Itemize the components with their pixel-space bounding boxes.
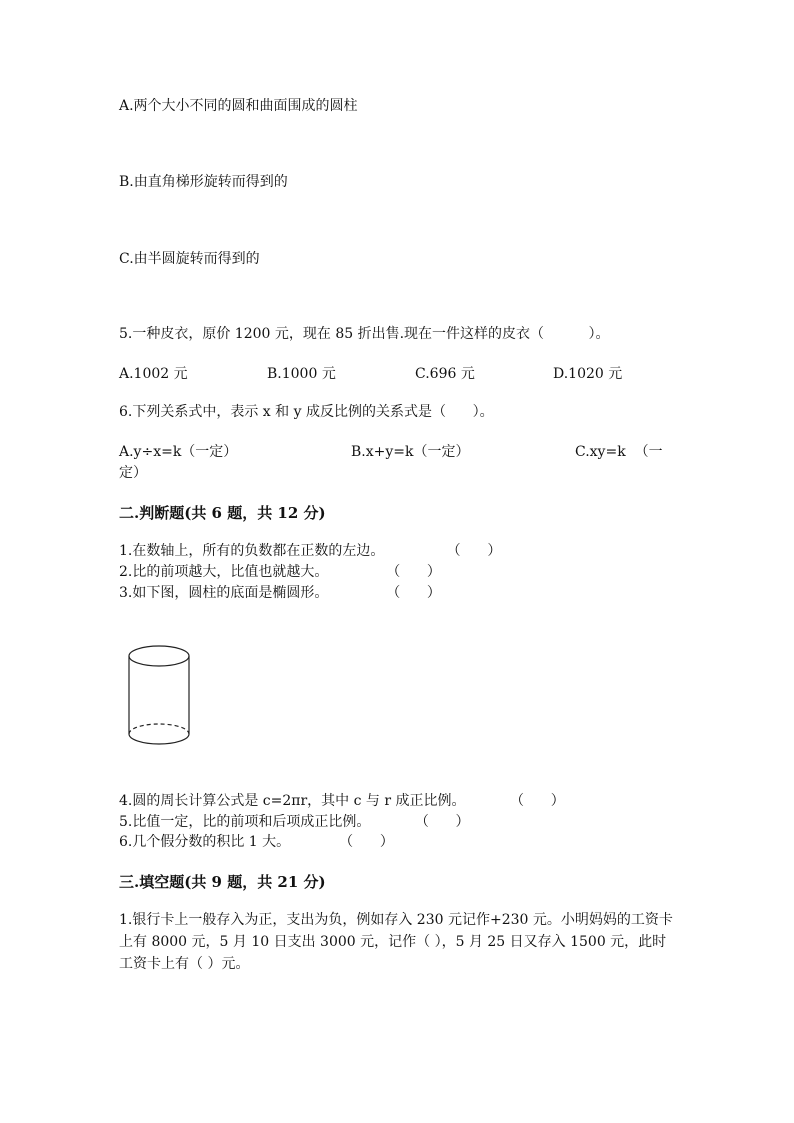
option-c: C.由半圆旋转而得到的 [119,251,260,267]
question-6-option-c-continued: 定） [119,465,147,481]
option-a: A.两个大小不同的圆和曲面围成的圆柱 [119,98,358,114]
section-2-title: 二.判断题(共 6 题，共 12 分) [119,504,326,522]
judgment-item-5: 5.比值一定，比的前项和后项成正比例。 （ ） [119,814,470,830]
option-b: B.由直角梯形旋转而得到的 [119,174,288,190]
question-6-option-c: C.xy=k （一 [575,444,663,460]
judgment-item-4: 4.圆的周长计算公式是 c=2πr，其中 c 与 r 成正比例。 （ ） [119,793,565,809]
question-5-option-b: B.1000 元 [267,366,336,382]
judgment-item-2: 2.比的前项越大，比值也就越大。 （ ） [119,564,441,580]
question-6-option-a: A.y÷x=k（一定） [119,444,238,460]
question-5-option-c: C.696 元 [415,366,475,382]
cylinder-figure [124,640,194,752]
judgment-item-3: 3.如下图，圆柱的底面是椭圆形。 （ ） [119,585,441,601]
section-3-title: 三.填空题(共 9 题，共 21 分) [119,873,326,891]
question-6-option-b: B.x+y=k（一定） [351,444,470,460]
judgment-item-6: 6.几个假分数的积比 1 大。 （ ） [119,834,394,850]
question-5-option-a: A.1002 元 [119,366,188,382]
question-5-option-d: D.1020 元 [553,366,623,382]
judgment-item-1: 1.在数轴上，所有的负数都在正数的左边。 （ ） [119,543,502,559]
question-6-stem: 6.下列关系式中，表示 x 和 y 成反比例的关系式是（ ）。 [119,404,494,420]
question-5-stem: 5.一种皮衣，原价 1200 元，现在 85 折出售.现在一件这样的皮衣（ ）。 [119,326,610,342]
fill-question-1: 1.银行卡上一般存入为正，支出为负，例如存入 230 元记作+230 元。小明妈妈的工资卡上有 8000 元，5 月 10 日支出 3000 元，记作（ ），5 月 25 日又存入 1500 元，此时工资卡上有（ ）元。 [119,912,673,972]
